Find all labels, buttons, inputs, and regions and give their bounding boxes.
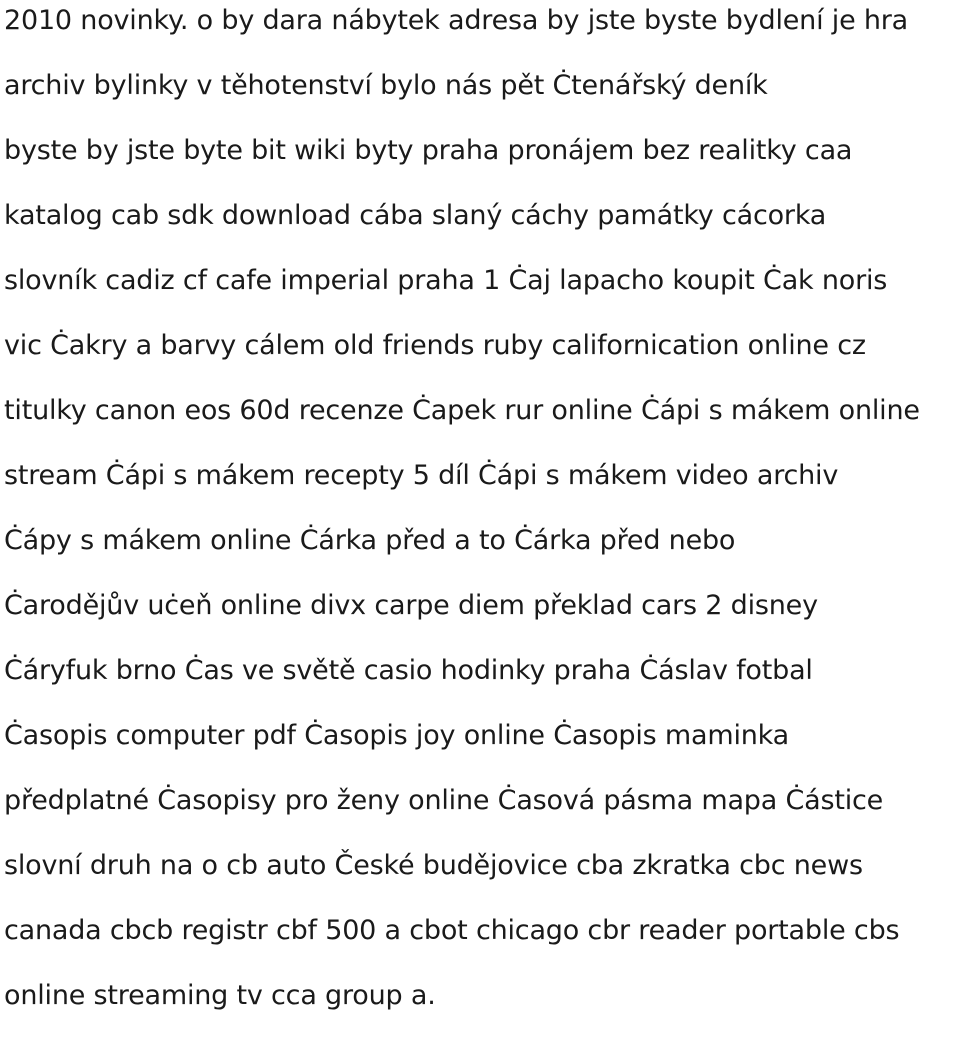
text-line-2: archiv bylinky v těhotenství bylo nás pět Ċtenářský deník <box>4 70 768 101</box>
text-line-7: titulky canon eos 60d recenze Ċapek rur online Ċápi s mákem online <box>4 395 920 426</box>
text-line-3: byste by jste byte bit wiki byty praha pronájem bez realitky caa <box>4 135 853 166</box>
text-line-8: stream Ċápi s mákem recepty 5 díl Ċápi s mákem video archiv <box>4 460 839 491</box>
text-line-5: slovník cadiz cf cafe imperial praha 1 Ċaj lapacho koupit Ċak noris <box>4 265 888 296</box>
text-line-12: Ċasopis computer pdf Ċasopis joy online Ċasopis maminka <box>4 720 789 751</box>
text-line-13: předplatné Ċasopisy pro ženy online Ċasová pásma mapa Ċástice <box>4 785 884 816</box>
text-line-16: online streaming tv cca group a. <box>4 980 436 1011</box>
text-line-14: slovní druh na o cb auto České budějovice cba zkratka cbc news <box>4 850 863 881</box>
text-line-9: Ċápy s mákem online Ċárka před a to Ċárka před nebo <box>4 525 736 556</box>
text-line-10: Ċarodějův uċeň online divx carpe diem překlad cars 2 disney <box>4 590 818 621</box>
text-line-11: Ċáryfuk brno Ċas ve světě casio hodinky praha Ċáslav fotbal <box>4 655 813 686</box>
text-line-1: 2010 novinky. o by dara nábytek adresa by jste byste bydlení je hra <box>4 5 909 36</box>
text-line-6: vic Ċakry a barvy cálem old friends ruby californication online cz <box>4 330 866 361</box>
text-line-4: katalog cab sdk download cába slaný cáchy památky cácorka <box>4 200 827 231</box>
text-line-15: canada cbcb registr cbf 500 a cbot chicago cbr reader portable cbs <box>4 915 900 946</box>
paragraph <box>4 0 956 1040</box>
